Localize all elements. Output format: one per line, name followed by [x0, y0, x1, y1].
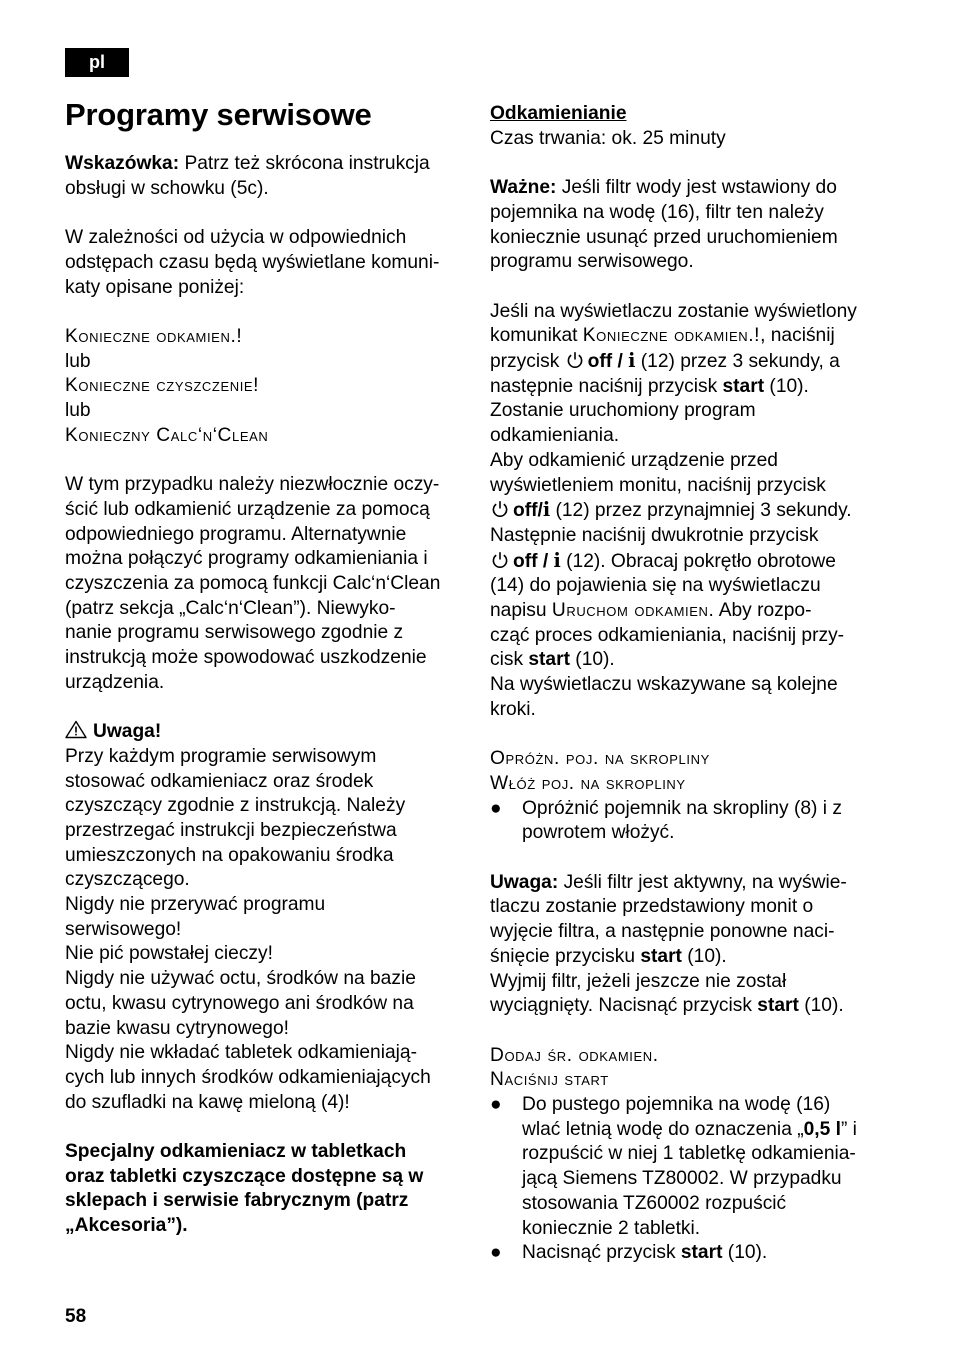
right-column	[490, 102, 890, 1266]
bullet-item: ● Nacisnąć przycisk start (10).	[490, 1241, 890, 1266]
intro-paragraph: W zależności od użycia w odpowiednich odstępach czasu będą wyświetlane komuni- katy opisane poniżej:	[65, 227, 440, 298]
display-message: Opróżn. poj. na skropliny	[490, 748, 710, 770]
power-key-icon	[565, 350, 585, 370]
display-message: Naciśnij start	[490, 1069, 609, 1091]
display-message: Uruchom odkamien.	[551, 600, 715, 622]
bullet-icon: ●	[490, 1242, 502, 1264]
display-message: Włóż poj. na skropliny	[490, 772, 686, 794]
page-number: 58	[65, 1306, 87, 1327]
filter-note: Uwaga: Jeśli filtr jest aktywny, na wyświe- tlaczu zostanie przedstawiony monit o wyjęcie filtra, a następnie ponowne naci- śnięcie przycisku start (10). Wyjmij filtr, jeżeli jeszcze nie został wyciągnięty. Nacisnąć przycisk start (10).	[490, 871, 847, 1017]
power-key-icon	[490, 499, 510, 519]
duration: Czas trwania: ok. 25 minuty	[490, 127, 726, 149]
hint-paragraph: Wskazówka: Patrz też skrócona instrukcja obsługi w schowku (5c).	[65, 153, 430, 199]
bullet-item: ● Opróżnić pojemnik na skropliny (8) i z powrotem włożyć.	[490, 797, 842, 844]
hint-label: Wskazówka:	[65, 153, 180, 174]
warning-triangle-icon	[65, 720, 87, 739]
step-messages-2	[490, 1044, 890, 1093]
important-paragraph: Ważne: Jeśli filtr wody jest wstawiony do pojemnika na wodę (16), filtr ten należy koniecznie usunąć przed uruchomieniem programu serwisowego.	[490, 177, 838, 273]
descaling-section-header	[490, 102, 890, 151]
power-key-icon	[490, 550, 510, 570]
step-messages-1	[490, 747, 890, 796]
display-message: Konieczne czyszczenie!	[65, 375, 260, 397]
display-messages: Konieczne odkamien.! lub Konieczne czyszczenie! lub Konieczny Calc‘n‘Clean	[65, 325, 470, 449]
language-badge: pl	[65, 48, 129, 77]
bullet-icon: ●	[490, 797, 502, 819]
display-message: Konieczne odkamien.!	[582, 325, 761, 347]
important-label: Ważne:	[490, 177, 557, 199]
warning-block: Uwaga! Przy każdym programie serwisowym stosować odkamieniacz oraz środek czyszczący zgodnie z instrukcją. Należy przestrzegać instrukcji bezpieczeństwa umieszczonych na opakowaniu środka czyszczącego. Nigdy nie przerywać programu serwisowego! Nie pić powstałej cieczy! Nigdy nie używać octu, środków na bazie octu, kwasu cytrynowego ani środków na bazie kwasu cytrynowego! Nigdy nie wkładać tabletek odkamieniają- cych lub innych środków odkamieniających do szufladki na kawę mieloną (4)!	[65, 721, 431, 1113]
display-message: Konieczne odkamien.!	[65, 325, 243, 347]
bullet-icon: ●	[490, 1094, 502, 1116]
message-instructions: Jeśli na wyświetlaczu zostanie wyświetlony komunikat Konieczne odkamien.!, naciśnij przycisk off / i (12) przez 3 sekundy, a następnie naciśnij przycisk start (10). Zostanie uruchomiony program odkamieniania. Aby odkamienić urządzenie przed wyświetleniem monitu, naciśnij przycisk off/i (12) przez przynajmniej 3 sekundy. Następnie naciśnij dwukrotnie przycisk off / i (12). Obracaj pokrętło obrotowe (14) do pojawienia się na wyświetlaczu napisu Uruchom odkamien. Aby rozpo- cząć proces odkamieniania, naciśnij przy- cisk start (10). Na wyświetlaczu wskazywane są kolejne kroki.	[490, 300, 857, 720]
display-message: Konieczny Calc‘n‘Clean	[65, 424, 269, 446]
section-heading: Odkamienianie	[490, 103, 627, 124]
bullet-item: ● Do pustego pojemnika na wodę (16) wlać letnią wodę do oznaczenia „0,5 l” i rozpuścić w niej 1 tabletkę odkamienia- jącą Siemens TZ80002. W przypadku stosowania TZ60002 rozpuścić koniecznie 2 tabletki.	[490, 1094, 857, 1239]
display-message: Dodaj śr. odkamien.	[490, 1044, 659, 1066]
action-paragraph: W tym przypadku należy niezwłocznie oczy- ścić lub odkamienić urządzenie za pomocą odpowiedniego programu. Alternatywnie można połączyć programy odkamieniania i czyszczenia za pomocą funkcji Calc‘n‘Clean (patrz sekcja „Calc‘n‘Clean”). Niewyko- nanie programu serwisowego zgodnie z instrukcją może spowodować uszkodzenie urządzenia.	[65, 474, 441, 693]
note-label: Uwaga:	[490, 871, 559, 893]
warning-label: Uwaga!	[93, 721, 162, 743]
accessories-note: Specjalny odkamieniacz w tabletkach oraz tabletki czyszczące dostępne są w sklepach i serwisie fabrycznym (patrz „Akcesoria”).	[65, 1141, 424, 1237]
page-title: Programy serwisowe	[65, 97, 372, 132]
left-column	[65, 152, 470, 1239]
